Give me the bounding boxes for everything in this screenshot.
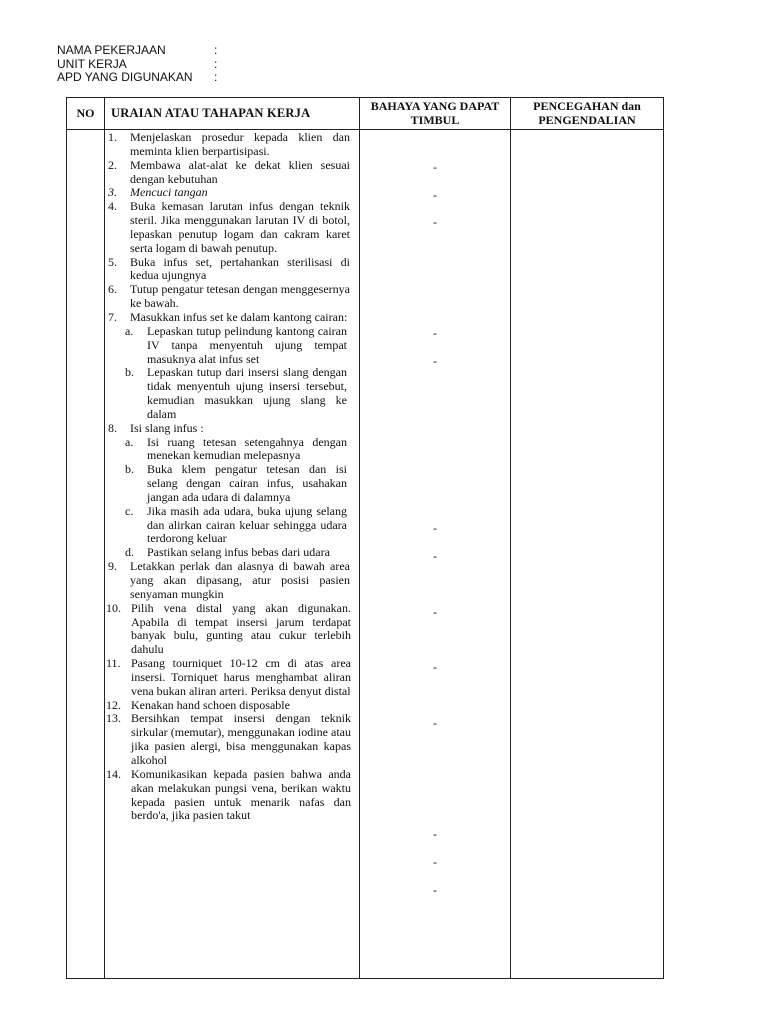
col-steps-header: URAIAN ATAU TAHAPAN KERJA <box>105 98 360 130</box>
substep-8c <box>105 505 359 547</box>
step-6 <box>105 283 359 311</box>
step-9 <box>105 560 359 602</box>
hazard-mark: - <box>433 160 437 174</box>
step-text: Tutup pengatur tetesan dengan menggesernya ke bawah. <box>130 282 350 311</box>
hazard-mark: - <box>433 660 437 674</box>
hazard-mark: - <box>433 215 437 229</box>
step-number: 8. <box>108 420 117 435</box>
step-number: 4. <box>108 199 117 214</box>
step-3 <box>105 186 359 200</box>
step-11 <box>105 657 359 699</box>
hazard-mark: - <box>433 855 437 869</box>
step-12 <box>105 699 359 713</box>
step-text: Bersihkan tempat insersi dengan teknik sirkular (memutar), menggunakan iodine atau jika pasien alergi, bisa menggunakan kapas alkohol <box>131 711 351 767</box>
work-unit-row <box>57 58 224 72</box>
step-7 <box>105 311 359 325</box>
prevention-cell <box>511 130 664 979</box>
step-number: 3. <box>108 185 117 200</box>
substep-8b <box>105 463 359 505</box>
ppe-row <box>57 71 224 85</box>
step-text: Letakkan perlak dan alasnya di bawah area yang akan dipasang, atur posisi pasien senyaman mungkin <box>130 559 350 601</box>
step-text: Menjelaskan prosedur kepada klien dan meminta klien berpartisipasi. <box>130 130 350 158</box>
hazard-mark: - <box>433 827 437 841</box>
substep-8a <box>105 436 359 464</box>
step-text: Pasang tourniquet 10-12 cm di atas area insersi. Torniquet harus menghambat aliran vena bukan aliran arteri. Periksa denyut distal <box>131 656 351 698</box>
work-unit-colon: : <box>214 56 218 71</box>
step-number: 7. <box>108 309 117 324</box>
step-10 <box>105 602 359 657</box>
work-unit-label: UNIT KERJA <box>57 56 127 71</box>
hazard-mark: - <box>433 883 437 897</box>
steps-list <box>105 130 359 823</box>
step-number: 5. <box>108 254 117 269</box>
ppe-colon: : <box>214 70 218 84</box>
table-body-row <box>67 130 664 979</box>
step-text: Pilih vena distal yang akan digunakan. Apabila di tempat insersi jarum terdapat banyak bulu, gunting atau cukur terlebih dahulu <box>131 600 351 657</box>
job-safety-table <box>66 97 664 979</box>
substep-text: Lepaskan tutup dari insersi slang dengan tidak menyentuh ujung insersi tersebut, kemudian masukkan ujung slang ke dalam <box>147 365 347 421</box>
ppe-label: APD YANG DIGUNAKAN <box>57 70 193 84</box>
steps-cell <box>105 130 360 979</box>
step-4 <box>105 200 359 255</box>
hazard-mark: - <box>433 354 437 368</box>
step-8 <box>105 422 359 436</box>
substep-7b <box>105 366 359 421</box>
table-header-row <box>67 98 664 130</box>
substep-text: Buka klem pengatur tetesan dan isi selang dengan cairan infus, usahakan jangan ada udara di dalamnya <box>147 462 347 504</box>
step-13 <box>105 712 359 767</box>
step-text: Isi slang infus : <box>130 420 204 435</box>
step-text: Buka infus set, pertahankan sterilisasi di kedua ujungnya <box>130 254 350 283</box>
hazard-marks <box>360 130 510 978</box>
job-name-label: NAMA PEKERJAAN <box>57 43 166 57</box>
step-text: Komunikasikan kepada pasien bahwa anda akan melakukan pungsi vena, berikan waktu kepada pasien untuk menarik nafas dan berdo'a, jika pasien takut <box>131 766 351 823</box>
substep-letter: b. <box>125 462 134 477</box>
substep-text: Isi ruang tetesan setengahnya dengan menekan kemudian melepasnya <box>147 434 347 463</box>
substep-8d <box>105 546 359 560</box>
step-5 <box>105 256 359 284</box>
col-hazard-header: BAHAYA YANG DAPAT TIMBUL <box>360 98 511 130</box>
step-number: 2. <box>108 157 117 172</box>
hazard-mark: - <box>433 716 437 730</box>
step-number: 1. <box>108 130 117 144</box>
job-name-colon: : <box>214 43 218 57</box>
substep-text: Lepaskan tutup pelindung kantong cairan IV tanpa menyentuh ujung tempat masuknya alat infus set <box>147 323 347 366</box>
substep-letter: a. <box>125 323 134 338</box>
job-name-row <box>57 44 224 58</box>
step-number: 10. <box>106 600 121 615</box>
step-2 <box>105 159 359 187</box>
job-info-header <box>57 44 224 85</box>
hazard-mark: - <box>433 326 437 340</box>
hazard-mark: - <box>433 188 437 202</box>
substep-7a <box>105 325 359 367</box>
step-number: 12. <box>106 697 121 712</box>
hazard-mark: - <box>433 521 437 535</box>
step-text: Kenakan hand schoen disposable <box>131 697 290 712</box>
substep-text: Jika masih ada udara, buka ujung selang dan alirkan cairan keluar sehingga udara terdorong keluar <box>147 503 347 546</box>
step-1 <box>105 131 359 159</box>
substep-letter: d. <box>125 545 134 560</box>
step-number: 9. <box>108 559 117 574</box>
step-14 <box>105 768 359 823</box>
step-number: 14. <box>106 766 121 781</box>
col-prevention-header: PENCEGAHAN dan PENGENDALIAN <box>511 98 664 130</box>
substep-letter: a. <box>125 434 134 449</box>
step-number: 6. <box>108 282 117 297</box>
col-no-header: NO <box>67 98 105 130</box>
no-cell <box>67 130 105 979</box>
hazard-mark: - <box>433 605 437 619</box>
hazard-mark: - <box>433 549 437 563</box>
step-text: Membawa alat-alat ke dekat klien sesuai dengan kebutuhan <box>130 157 350 186</box>
step-number: 13. <box>106 711 121 726</box>
step-text: Mencuci tangan <box>130 185 208 200</box>
step-number: 11. <box>106 656 121 671</box>
substep-text: Pastikan selang infus bebas dari udara <box>147 545 330 560</box>
substep-letter: c. <box>125 503 134 518</box>
substep-letter: b. <box>125 365 134 380</box>
step-text: Buka kemasan larutan infus dengan teknik steril. Jika menggunakan larutan IV di botol, lepaskan penutup logam dan cakram karet serta logam di bawah penutup. <box>130 199 350 255</box>
step-text: Masukkan infus set ke dalam kantong cairan: <box>130 309 348 324</box>
hazard-cell <box>360 130 511 979</box>
